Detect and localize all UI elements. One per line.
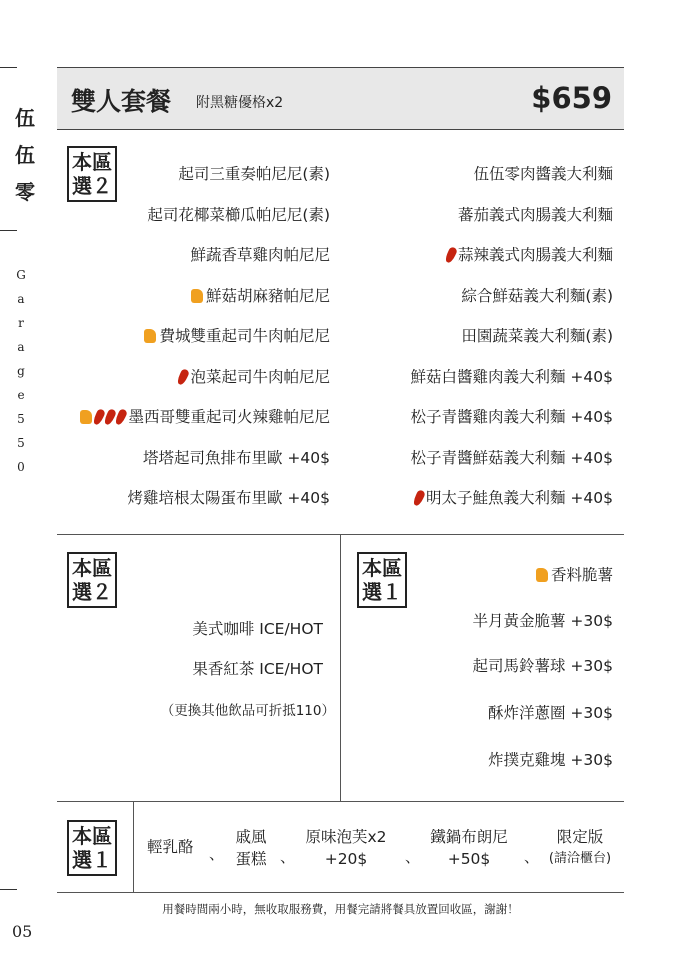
zone4-label: 本區 選１ xyxy=(67,820,117,876)
menu-item: 鮮菇白醬雞肉義大利麵 +40$ xyxy=(410,367,613,386)
dessert-item: 輕乳酪 xyxy=(147,838,194,856)
recommend-icon xyxy=(536,568,548,582)
brand-bottom-line xyxy=(0,889,17,890)
brand-name-char: 伍 xyxy=(15,143,35,167)
brand-name-char: 零 xyxy=(15,180,35,204)
side-item: 炸撲克雞塊 +30$ xyxy=(488,751,613,769)
menu-item: 泡菜起司牛肉帕尼尼 xyxy=(179,366,330,388)
dessert-item: 鐵鍋布朗尼 +50$ xyxy=(430,828,508,868)
separator: 、 xyxy=(209,845,225,863)
brand-en-char: a xyxy=(17,292,25,306)
drink-item: 美式咖啡 ICE/HOT xyxy=(192,620,323,638)
side-item: 半月黃金脆薯 +30$ xyxy=(472,612,613,630)
menu-item: 松子青醬雞肉義大利麵 +40$ xyxy=(410,408,613,426)
brand-en-char: a xyxy=(17,340,25,354)
separator: 、 xyxy=(280,848,296,866)
spicy-icon xyxy=(114,408,128,426)
menu-item: 墨西哥雙重起司火辣雞帕尼尼 xyxy=(80,406,330,428)
dessert-item: 限定版 (請洽櫃台) xyxy=(548,828,612,866)
divider xyxy=(57,892,624,893)
menu-item: 松子青醬鮮菇義大利麵 +40$ xyxy=(410,448,613,467)
recommend-icon xyxy=(191,289,203,303)
zone3-label: 本區 選１ xyxy=(357,552,407,608)
menu-item: 塔塔起司魚排布里歐 +40$ xyxy=(143,448,330,467)
separator: 、 xyxy=(524,848,540,866)
recommend-icon xyxy=(80,410,92,424)
set-header xyxy=(57,67,624,130)
menu-item: 伍伍零肉醬義大利麵 xyxy=(473,165,613,183)
menu-item: 烤雞培根太陽蛋布里歐 +40$ xyxy=(127,489,330,507)
brand-en-char: g xyxy=(17,364,25,378)
menu-item: 起司三重奏帕尼尼(素) xyxy=(178,165,330,183)
menu-item: 田園蔬菜義大利麵(素) xyxy=(461,327,613,345)
side-item: 起司馬鈴薯球 +30$ xyxy=(472,657,613,675)
drink-item: 果香紅茶 ICE/HOT xyxy=(192,660,323,678)
brand-en-char: G xyxy=(16,268,26,282)
brand-en-char: e xyxy=(17,388,25,402)
brand-en-char: 5 xyxy=(17,436,25,450)
brand-top-line xyxy=(0,67,17,68)
zone2-label: 本區 選２ xyxy=(67,552,117,608)
footer-note: 用餐時間兩小時，無收取服務費，用餐完請將餐具放置回收區，謝謝！ xyxy=(162,902,519,916)
menu-item: 蒜辣義式肉腸義大利麵 xyxy=(447,244,613,266)
menu-item: 鮮蔬香草雞肉帕尼尼 xyxy=(190,246,330,264)
menu-item: 費城雙重起司牛肉帕尼尼 xyxy=(144,325,330,347)
divider xyxy=(133,801,134,892)
spicy-icon xyxy=(412,489,426,507)
side-item: 酥炸洋蔥圈 +30$ xyxy=(488,704,613,722)
set-subtitle: 附黑糖優格x2 xyxy=(196,95,284,111)
drink-note: （更換其他飲品可折抵110） xyxy=(160,703,335,719)
divider xyxy=(340,534,341,801)
spicy-icon xyxy=(444,246,458,264)
zone1-label: 本區 選２ xyxy=(67,146,117,202)
brand-mid-line xyxy=(0,230,17,231)
brand-en-char: r xyxy=(18,316,24,330)
menu-item: 蕃茄義式肉腸義大利麵 xyxy=(457,205,613,224)
side-item: 香料脆薯 xyxy=(536,564,613,586)
divider xyxy=(57,801,624,802)
set-title: 雙人套餐 xyxy=(71,87,172,116)
menu-item: 綜合鮮菇義大利麵(素) xyxy=(461,286,613,305)
separator: 、 xyxy=(405,848,421,866)
dessert-item: 原味泡芙x2 +20$ xyxy=(305,828,387,868)
page-number: 05 xyxy=(12,922,33,941)
recommend-icon xyxy=(144,329,156,343)
set-price: $659 xyxy=(531,81,612,115)
dessert-item: 戚風 蛋糕 xyxy=(235,828,267,868)
spicy-icon xyxy=(176,368,190,386)
brand-name-char: 伍 xyxy=(15,106,35,130)
menu-item: 明太子鮭魚義大利麵 +40$ xyxy=(415,487,613,509)
menu-item: 鮮菇胡麻豬帕尼尼 xyxy=(191,285,330,307)
brand-en-char: 5 xyxy=(17,412,25,426)
menu-item: 起司花椰菜櫛瓜帕尼尼(素) xyxy=(147,205,330,224)
brand-en-char: 0 xyxy=(17,460,25,474)
